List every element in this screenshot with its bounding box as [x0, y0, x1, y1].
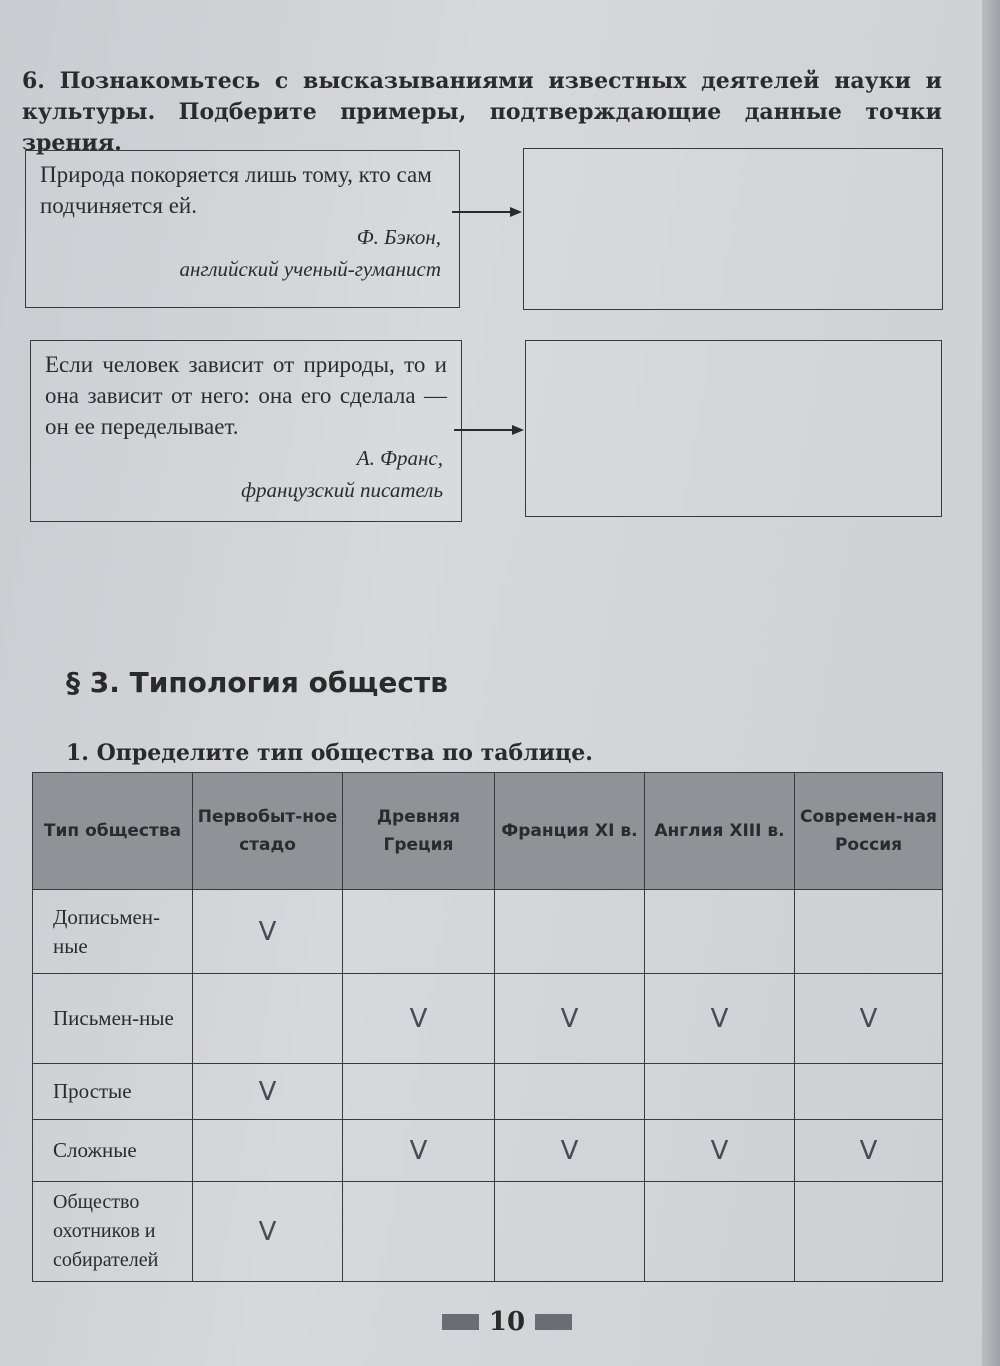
row-label: Общество охотников и собирателей	[33, 1182, 193, 1282]
check-mark[interactable]	[193, 1120, 343, 1182]
column-header: Современ-ная Россия	[795, 773, 943, 890]
check-mark[interactable]	[795, 1064, 943, 1120]
check-mark[interactable]	[795, 1182, 943, 1282]
quote-box-2	[30, 340, 462, 522]
table-row	[33, 1064, 943, 1120]
quote-text-1: Природа покоряется лишь тому, кто сам подчиняется ей.	[40, 162, 432, 218]
check-mark[interactable]	[343, 1182, 495, 1282]
check-mark[interactable]	[495, 1182, 645, 1282]
check-mark[interactable]: V	[193, 1182, 343, 1282]
check-mark[interactable]	[193, 974, 343, 1064]
section-title: § 3. Типология обществ	[66, 666, 448, 699]
column-header: Англия XIII в.	[645, 773, 795, 890]
check-mark[interactable]	[645, 890, 795, 974]
quote-role-2: французский писатель	[241, 478, 443, 502]
column-header: Первобыт-ное стадо	[193, 773, 343, 890]
quote-text-2: Если человек зависит от природы, то и она зависит от него: она его сделала — он ее переделывает.	[45, 352, 447, 439]
check-mark[interactable]	[343, 1064, 495, 1120]
arrow-icon	[450, 202, 530, 222]
check-mark[interactable]	[795, 890, 943, 974]
check-mark[interactable]	[645, 1182, 795, 1282]
row-label: Сложные	[33, 1120, 193, 1182]
column-header: Древняя Греция	[343, 773, 495, 890]
quote-author-1: Ф. Бэкон,	[356, 225, 441, 249]
column-header: Франция XI в.	[495, 773, 645, 890]
check-mark[interactable]: V	[795, 974, 943, 1064]
check-mark[interactable]	[495, 890, 645, 974]
quote-author-2: А. Франс,	[356, 446, 443, 470]
task1-heading: 1. Определите тип общества по таблице.	[66, 740, 593, 766]
page-number: 10	[488, 1307, 526, 1337]
table-row	[33, 890, 943, 974]
check-mark[interactable]: V	[343, 1120, 495, 1182]
check-mark[interactable]: V	[343, 974, 495, 1064]
society-type-table	[32, 772, 943, 1282]
check-mark[interactable]	[343, 890, 495, 974]
check-mark[interactable]: V	[495, 974, 645, 1064]
answer-box-2[interactable]	[525, 340, 942, 517]
table-row	[33, 974, 943, 1064]
check-mark[interactable]	[645, 1064, 795, 1120]
task6-heading: 6. Познакомьтесь с высказываниями известных деятелей науки и культуры. Подберите примеры, подтверждающие данные точки зрения.	[22, 68, 942, 156]
arrow-icon	[452, 420, 532, 440]
table-row	[33, 1182, 943, 1282]
footer-bar-right	[535, 1314, 572, 1330]
check-mark[interactable]: V	[193, 1064, 343, 1120]
check-mark[interactable]: V	[495, 1120, 645, 1182]
footer-bar-left	[442, 1314, 479, 1330]
quote-role-1: английский ученый-гуманист	[179, 257, 441, 281]
column-header: Тип общества	[33, 773, 193, 890]
answer-box-1[interactable]	[523, 148, 943, 310]
check-mark[interactable]: V	[645, 1120, 795, 1182]
quote-box-1	[25, 150, 460, 308]
check-mark[interactable]: V	[193, 890, 343, 974]
row-label: Дописьмен-ные	[33, 890, 193, 974]
row-label: Письмен-ные	[33, 974, 193, 1064]
check-mark[interactable]	[495, 1064, 645, 1120]
table-header-row	[33, 773, 943, 890]
check-mark[interactable]: V	[795, 1120, 943, 1182]
row-label: Простые	[33, 1064, 193, 1120]
page-edge	[982, 0, 1000, 1366]
table-row	[33, 1120, 943, 1182]
page-footer	[442, 1302, 572, 1342]
check-mark[interactable]: V	[645, 974, 795, 1064]
